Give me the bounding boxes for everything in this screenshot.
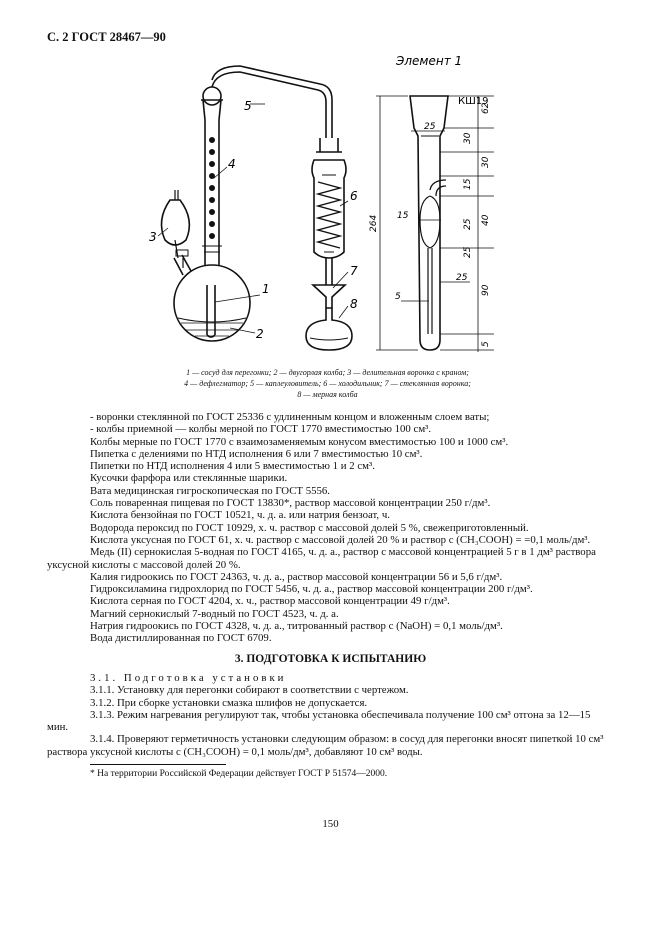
page-header: С. 2 ГОСТ 28467—90 — [47, 30, 166, 44]
page-number: 150 — [322, 818, 339, 830]
figure-caption — [90, 367, 565, 400]
dim-25a: 25 — [463, 218, 473, 230]
dim-40: 40 — [481, 214, 491, 226]
section-title: 3. ПОДГОТОВКА К ИСПЫТАНИЮ — [234, 652, 427, 665]
paragraph: Медь (II) сернокислая 5-водная по ГОСТ 4165, ч. д. а., раствор с массовой концентрацией 5 г в 1 дм³ раствора уксусной кислоты с массовой долей 20 %. — [47, 546, 596, 571]
paragraph: 3.1.2. При сборке установки смазка шлифов не допускается. — [90, 696, 368, 709]
dim-25b: 25 — [424, 122, 436, 132]
subsection-title: 3.1. Подготовка установки — [90, 671, 287, 684]
paragraph: Кислота бензойная по ГОСТ 10521, ч. д. а. или натрия бензоат, ч. — [90, 509, 390, 522]
paragraph: - воронки стеклянной по ГОСТ 25336 с удлиненным концом и вложенным слоем ваты; — [90, 411, 490, 423]
paragraph: 3.1.1. Установку для перегонки собирают в соответствии с чертежом. — [90, 684, 409, 697]
paragraph: Кусочки фарфора или стеклянные шарики. — [90, 472, 288, 485]
distillation-apparatus-drawing — [0, 0, 661, 400]
paragraph: Магний сернокислый 7-водный по ГОСТ 4523, ч. д. а. — [90, 607, 339, 620]
paragraph: 3.1.4. Проверяют герметичность установки следующим образом: в сосуд для перегонки вносят пипеткой 10 см³ раствора уксусной кислоты c (CH₃COOH) = 0,1 моль/дм³, добавляют 10 см³ воды. — [47, 733, 604, 758]
paragraph: Пипетки по НТД исполнения 4 или 5 вместимостью 1 и 2 см³. — [90, 460, 375, 473]
paragraph: 3.1.3. Режим нагревания регулируют так, чтобы установка обеспечивала получение 100 см³ отгона за 12—15 мин. — [47, 708, 591, 734]
callout-6: 6 — [350, 189, 358, 203]
footnote-rule — [90, 764, 226, 765]
paragraph: Кислота серная по ГОСТ 4204, х. ч., раствор массовой концентрации 49 г/дм³. — [90, 595, 450, 608]
callout-8: 8 — [350, 297, 358, 311]
dim-5a: 5 — [481, 341, 491, 347]
paragraph: Пипетка с делениями по НТД исполнения 6 или 7 вместимостью 10 см³. — [90, 447, 423, 460]
joint-label: КШ19 — [458, 96, 489, 107]
paragraph: Соль поваренная пищевая по ГОСТ 13830*, раствор массовой концентрации 250 г/дм³. — [90, 497, 491, 510]
callout-7: 7 — [350, 264, 358, 278]
dim-90: 90 — [481, 284, 491, 296]
dim-30a: 30 — [463, 132, 473, 144]
callout-2: 2 — [256, 327, 264, 341]
dim-30b: 30 — [481, 156, 491, 168]
paragraph: Гидроксиламина гидрохлорид по ГОСТ 5456, ч. д. а., раствор массовой концентрации 200 г/дм³. — [90, 583, 533, 596]
document-body — [47, 411, 614, 780]
footnote: * На территории Российской Федерации действует ГОСТ Р 51574—2000. — [90, 769, 388, 780]
dim-62: 62 — [481, 102, 491, 114]
paragraph: Калия гидроокись по ГОСТ 24363, ч. д. а., раствор массовой концентрации 56 и 5,6 г/дм³. — [90, 570, 503, 583]
callout-3: 3 — [149, 230, 157, 244]
paragraph: Колбы мерные по ГОСТ 1770 с взаимозаменяемым конусом вместимостью 100 и 1000 см³. — [90, 435, 509, 448]
dim-5b: 5 — [395, 292, 401, 302]
caption-line: 4 — дефлегматор; 5 — каплеуловитель; 6 — холодильник; 7 — стеклянная воронка; — [184, 379, 471, 388]
paragraph: Кислота уксусная по ГОСТ 61, х. ч. раствор с массовой долей 20 % и раствор c (CH₃COOH) = =0,1 моль/дм³. — [90, 533, 591, 546]
callout-5: 5 — [244, 99, 252, 113]
dim-264: 264 — [369, 214, 379, 232]
dim-25d: 25 — [463, 246, 473, 258]
caption-line: 8 — мерная колба — [297, 390, 358, 399]
paragraph: Вата медицинская гигроскопическая по ГОСТ 5556. — [90, 484, 331, 497]
paragraph: Вода дистиллированная по ГОСТ 6709. — [90, 632, 272, 645]
caption-line: 1 — сосуд для перегонки; 2 — двугорлая колба; 3 — делительная воронка с краном; — [186, 368, 469, 377]
dim-25c: 25 — [456, 273, 468, 283]
dim-15b: 15 — [397, 211, 409, 221]
paragraph: Водорода пероксид по ГОСТ 10929, х. ч. раствор с массовой долей 5 %, свежеприготовленный. — [90, 521, 529, 534]
callout-1: 1 — [262, 282, 270, 296]
paragraph: Натрия гидроокись по ГОСТ 4328, ч. д. а., титрованный раствор c (NaOH) = 0,1 моль/дм³. — [90, 620, 503, 633]
paragraph: - колбы приемной — колбы мерной по ГОСТ 1770 вместимостью 100 см³. — [90, 423, 432, 436]
callout-4: 4 — [228, 157, 236, 171]
element-label: Элемент 1 — [396, 54, 463, 68]
dim-15a: 15 — [463, 178, 473, 190]
